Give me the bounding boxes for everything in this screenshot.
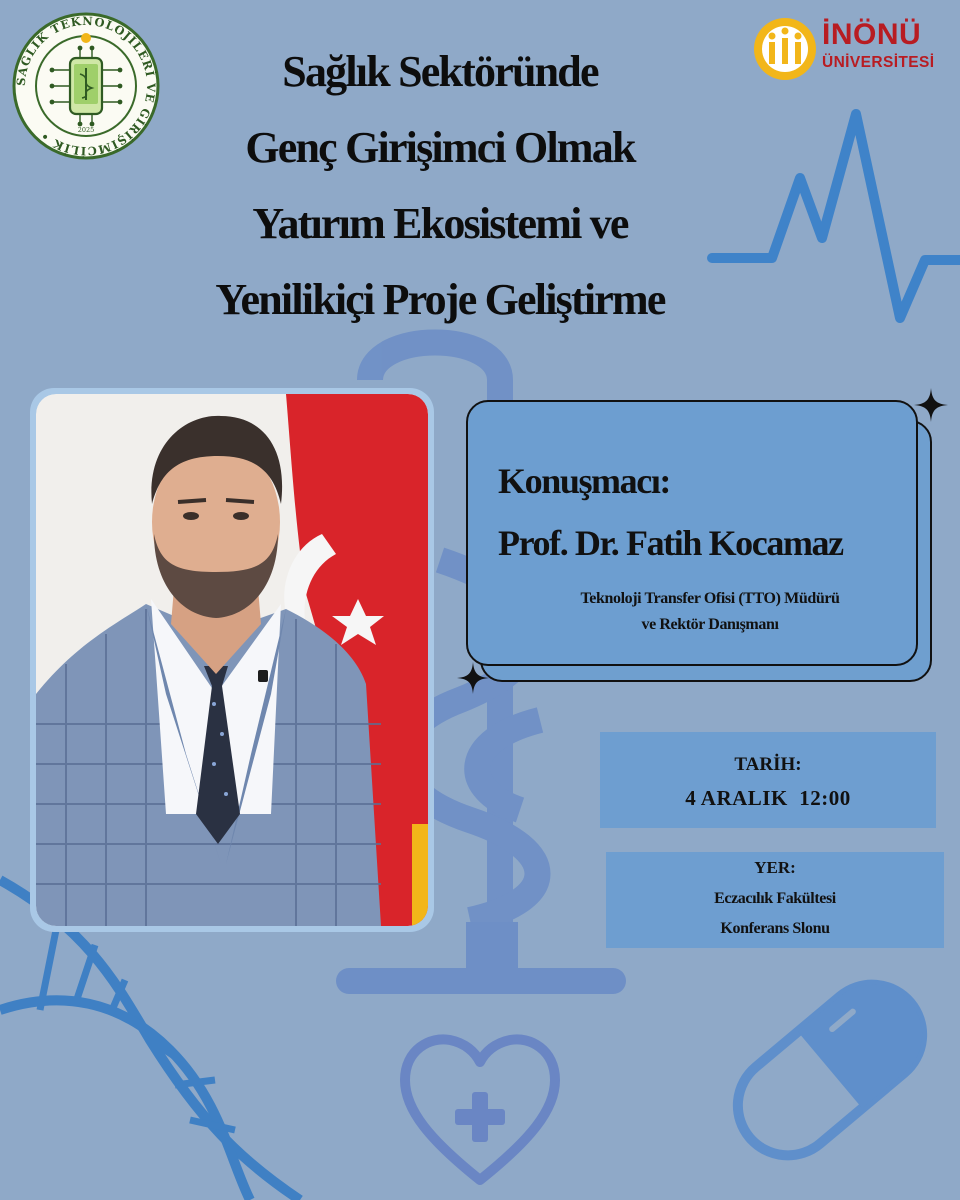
sparkle-icon (914, 388, 948, 422)
place-label: YER: (754, 858, 796, 877)
heartbeat-line-icon (712, 114, 960, 318)
date-box (600, 732, 936, 828)
title-line-2: Genç Girişimci Olmak (245, 123, 635, 172)
speaker-label: Konuşmacı: (498, 461, 671, 501)
speaker-photo (36, 394, 428, 926)
seal-ring-text: SAĞLIK TEKNOLOJİLERİ VE GİRİŞİMCİLİK • (13, 13, 159, 159)
speaker-role-line2: ve Rektör Danışmanı (641, 616, 779, 633)
heart-plus-icon (405, 1039, 555, 1180)
sparkle-icon (457, 662, 489, 694)
speaker-role-line1: Teknoloji Transfer Ofisi (TTO) Müdürü (580, 590, 840, 607)
date-value: 4 ARALIK 12:00 (685, 786, 851, 810)
seal-year: 2025 (77, 126, 95, 134)
speaker-role (520, 586, 900, 638)
title-line-3: Yatırım Ekosistemi ve (252, 199, 628, 248)
saglik-teknolojileri-seal-logo (12, 12, 160, 160)
date-label: TARİH: (734, 754, 802, 775)
title-line-4: Yenilikiçi Proje Geliştirme (215, 275, 665, 324)
event-title (140, 34, 740, 338)
pill-capsule-icon (717, 964, 942, 1176)
title-line-1: Sağlık Sektöründe (282, 47, 598, 96)
place-line1: Eczacılık Fakültesi (714, 890, 836, 907)
speaker-name: Prof. Dr. Fatih Kocamaz (498, 523, 843, 563)
university-name-line2: ÜNİVERSİTESİ (822, 54, 935, 71)
place-line2: Konferans Slonu (720, 920, 830, 937)
university-name-line1: İNÖNÜ (822, 18, 922, 51)
